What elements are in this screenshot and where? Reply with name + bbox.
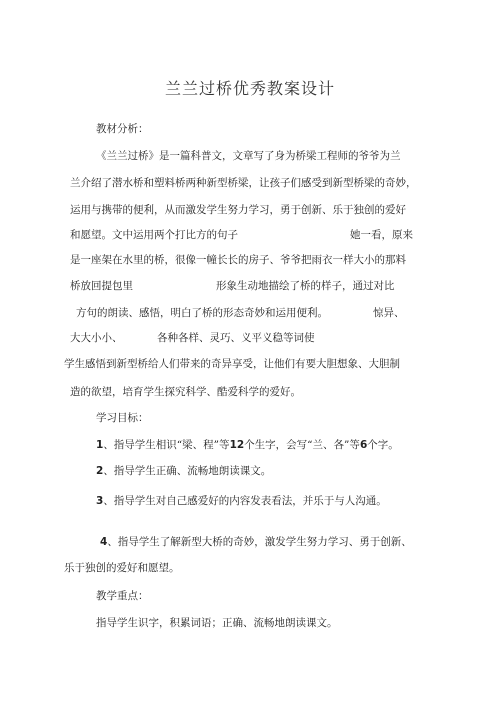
- analysis-line-9: 学生感悟到新型桥给人们带来的奇异享受，让他们有要大胆想象、大胆制: [64, 358, 400, 370]
- goal-number: 2: [96, 465, 104, 477]
- goal-text: 个生字，会写“兰、各”等: [244, 439, 360, 451]
- analysis-line-3: 运用与携带的便利，从而激发学生努力学习，勇于创新、乐于独创的爱好: [70, 204, 406, 216]
- goal-count-write: 6: [359, 439, 368, 451]
- focus-heading: 教学重点：: [96, 590, 149, 602]
- goal-item-2: [96, 464, 271, 478]
- goal-item-3: [96, 494, 387, 508]
- goal-text: 个字。: [367, 439, 399, 451]
- analysis-line-4b: 她一看，原来: [350, 229, 413, 241]
- analysis-line-8: 大大小小、: [70, 332, 123, 344]
- analysis-line-8b: 各种各样、灵巧、义平义稳等词使: [157, 332, 315, 344]
- analysis-line-6b: 形象生动地描绘了桥的样子，通过对比: [216, 280, 395, 292]
- goal-number: 3: [96, 495, 104, 507]
- goal-item-1: [96, 438, 399, 452]
- document-title: 兰兰过桥优秀教案设计: [164, 79, 335, 98]
- goal-count-chars: 12: [229, 439, 245, 451]
- goal-text: 、指导学生了解新型大桥的奇妙，激发学生努力学习、勇于创新、: [107, 536, 412, 548]
- goals-heading: 学习目标：: [96, 412, 149, 424]
- analysis-line-4: 和愿望。文中运用两个打比方的句子: [70, 229, 238, 241]
- analysis-line-1: 《兰兰过桥》是一篇科普文，文章写了身为桥梁工程师的爷爷为兰: [96, 150, 401, 162]
- analysis-line-6: 桥放回提包里: [70, 280, 133, 292]
- goal-number: 1: [96, 439, 104, 451]
- analysis-line-5: 是一座架在水里的桥，很像一幢长长的房子、爷爷把雨衣一样大小的那料: [70, 254, 406, 266]
- goal-text: 、指导学生对自己感爱好的内容发表看法，并乐于与人沟通。: [103, 495, 387, 507]
- analysis-line-7b: 惊异、: [373, 307, 405, 319]
- goal-item-4-continued: 乐于独创的爱好和愿望。: [64, 562, 180, 574]
- analysis-line-7: 方句的朗读、感悟，明白了桥的形态奇妙和运用便利。: [76, 307, 328, 319]
- focus-text: 指导学生识字，积累词语；正确、流畅地朗读课文。: [96, 617, 338, 629]
- goal-text: 、指导学生正确、流畅地朗读课文。: [103, 465, 272, 477]
- goal-item-4: [100, 535, 412, 549]
- analysis-line-10: 造的欲望，培育学生探究科学、酷爱科学的爱好。: [70, 386, 301, 398]
- analysis-heading: 教材分析：: [96, 123, 149, 135]
- goal-number: 4: [100, 536, 108, 548]
- goal-text: 、指导学生相识“梁、程”等: [103, 439, 230, 451]
- analysis-line-2: 兰介绍了潜水桥和塑料桥两种新型桥梁，让孩子们感受到新型桥梁的奇妙，: [70, 177, 417, 189]
